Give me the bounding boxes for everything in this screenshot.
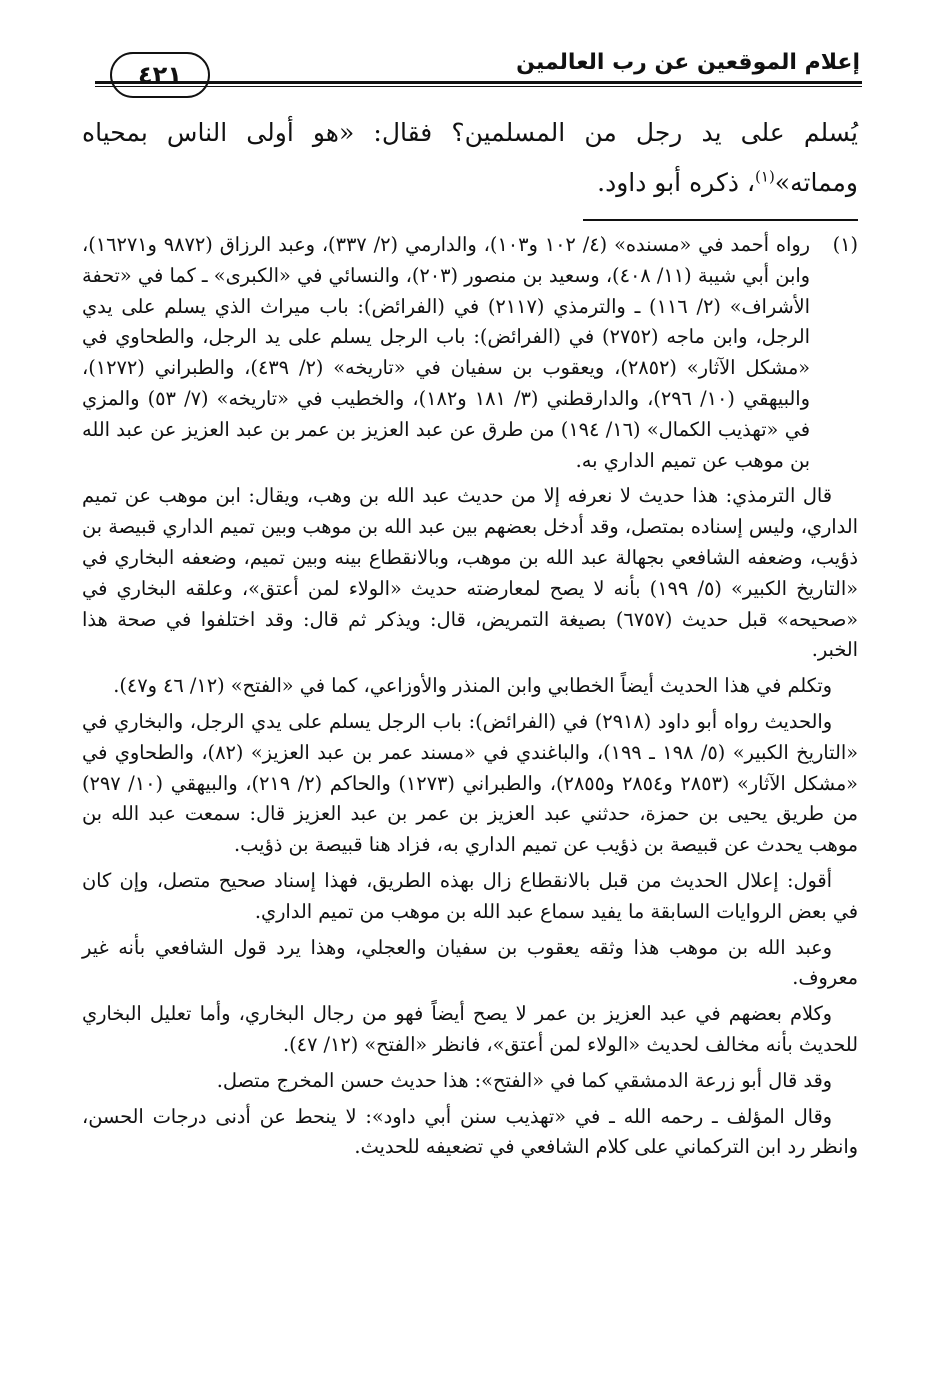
- footnote-paragraph: والحديث رواه أبو داود (٢٩١٨) في (الفرائض): باب الرجل يسلم على يدي الرجل، والبخاري في «التاريخ الكبير» (٥/ ١٩٨ ـ ١٩٩)، والباغندي في «مسند عمر بن عبد العزيز» (٨٢)، والطحاوي في «مشكل الآثار» (٢٨٥٣ و٢٨٥٤ و٢٨٥٥)، والطبراني (١٢٧٣) والحاكم (٢/ ٢١٩)، والبيهقي (١٠/ ٢٩٧) من طريق يحيى بن حمزة، حدثني عبد العزيز بن عمر بن عبد العزيز قال: سمعت عبد الله بن موهب يحدث عن قبيصة بن ذؤيب عن تميم الداري به، فزاد هنا قبيصة بن ذؤيب.: [82, 709, 859, 857]
- footnote-paragraph: وكلام بعضهم في عبد العزيز بن عمر لا يصح أيضاً فهو من رجال البخاري، وأما تعليل البخاري للحديث بأنه مخالف لحديث «الولاء لمن أعتق»، فانظر «الفتح» (١٢/ ٤٧).: [82, 1002, 858, 1056]
- main-text-end: ، ذكره أبو داود.: [597, 168, 756, 197]
- footnote-paragraph: وتكلم في هذا الحديث أيضاً الخطابي وابن المنذر والأوزاعي، كما في «الفتح» (١٢/ ٤٦ و٤٧).: [113, 674, 832, 698]
- footnote-paragraph: قال الترمذي: هذا حديث لا نعرفه إلا من حديث عبد الله بن وهب، ويقال: ابن موهب عن تميم الداري، وليس إسناده بمتصل، وقد أدخل بعضهم بين عبد الله بن موهب وبين تميم الداري قبيصة بن ذؤيب، وضعفه الشافعي بجهالة عبد الله بن موهب، وبالانقطاع بينه وبين تميم، وضعفه البخاري في «التاريخ الكبير» (٥/ ١٩٩) بأنه لا يصح لمعارضته حديث «الولاء لمن أعتق»، وعلقه البخاري في «صحيحه» قبل حديث (٦٧٥٧) بصيغة التمريض، قال: ويذكر ثم قال: وقد اختلفوا في صحة هذا الخبر.: [82, 484, 858, 662]
- footnotes-section: [82, 230, 858, 1168]
- main-text: [82, 108, 858, 208]
- footnote-paragraph: وعبد الله بن موهب هذا وثقه يعقوب بن سفيان والعجلي، وهذا يرد قول الشافعي بأنه غير معروف.: [82, 935, 858, 990]
- footnote-number: (١): [832, 233, 858, 256]
- footnote-text: رواه أحمد في «مسنده» (٤/ ١٠٢ و١٠٣)، والدارمي (٢/ ٣٣٧)، وعبد الرزاق (٩٨٧٢ و١٦٢٧١)، وابن أبي شيبة (١١/ ٤٠٨)، وسعيد بن منصور (٢٠٣)، والنسائي في «الكبرى» ـ كما في «تحفة الأشراف» (٢/ ١١٦) ـ والترمذي (٢١١٧) في (الفرائض): باب ميراث الذي يسلم على يدي الرجل، وابن ماجه (٢٧٥٢) في (الفرائض): باب الرجل يسلم على يد الرجل، والطحاوي في «مشكل الآثار» (٢٨٥٢)، ويعقوب بن سفيان في «تاريخه» (٢/ ٤٣٩)، والطبراني (١٢٧٢)، والبيهقي (١٠/ ٢٩٦)، والدارقطني (٣/ ١٨١ و١٨٢)، والخطيب في «تاريخه» (٧/ ٥٣) والمزي في «تهذيب الكمال» (١٦/ ١٩٤) من طرق عن عبد العزيز بن عمر بن عبد العزيز عن عبد الله بن موهب عن تميم الداري به.: [82, 233, 811, 472]
- footnote-reference: (١): [755, 167, 775, 186]
- footnote-paragraph: وقد قال أبو زرعة الدمشقي كما في «الفتح»: هذا حديث حسن المخرج متصل.: [216, 1068, 832, 1092]
- header-divider: [95, 81, 862, 87]
- running-header-title: إعلام الموقعين عن رب العالمين: [516, 50, 860, 75]
- footnote-separator: [583, 219, 858, 221]
- footnote-paragraph: أقول: إعلال الحديث من قبل بالانقطاع زال بهذه الطريق، فهذا إسناد صحيح متصل، وإن كان في بعض الروايات السابقة ما يفيد سماع عبد الله بن موهب من تميم الداري.: [82, 868, 858, 923]
- page-number-badge: ٤٢١: [110, 52, 210, 98]
- main-paragraph: [82, 108, 858, 208]
- footnote-paragraph: وقال المؤلف ـ رحمه الله ـ في «تهذيب سنن أبي داود»: لا ينحط عن أدنى درجات الحسن، وانظر رد ابن التركماني على كلام الشافعي في تضعيفه للحديث.: [82, 1104, 858, 1159]
- footnote-paragraph: [82, 230, 858, 476]
- main-text-body: يُسلم على يد رجل من المسلمين؟ فقال: «هو أولى الناس بمحياه ومماته»: [82, 118, 858, 197]
